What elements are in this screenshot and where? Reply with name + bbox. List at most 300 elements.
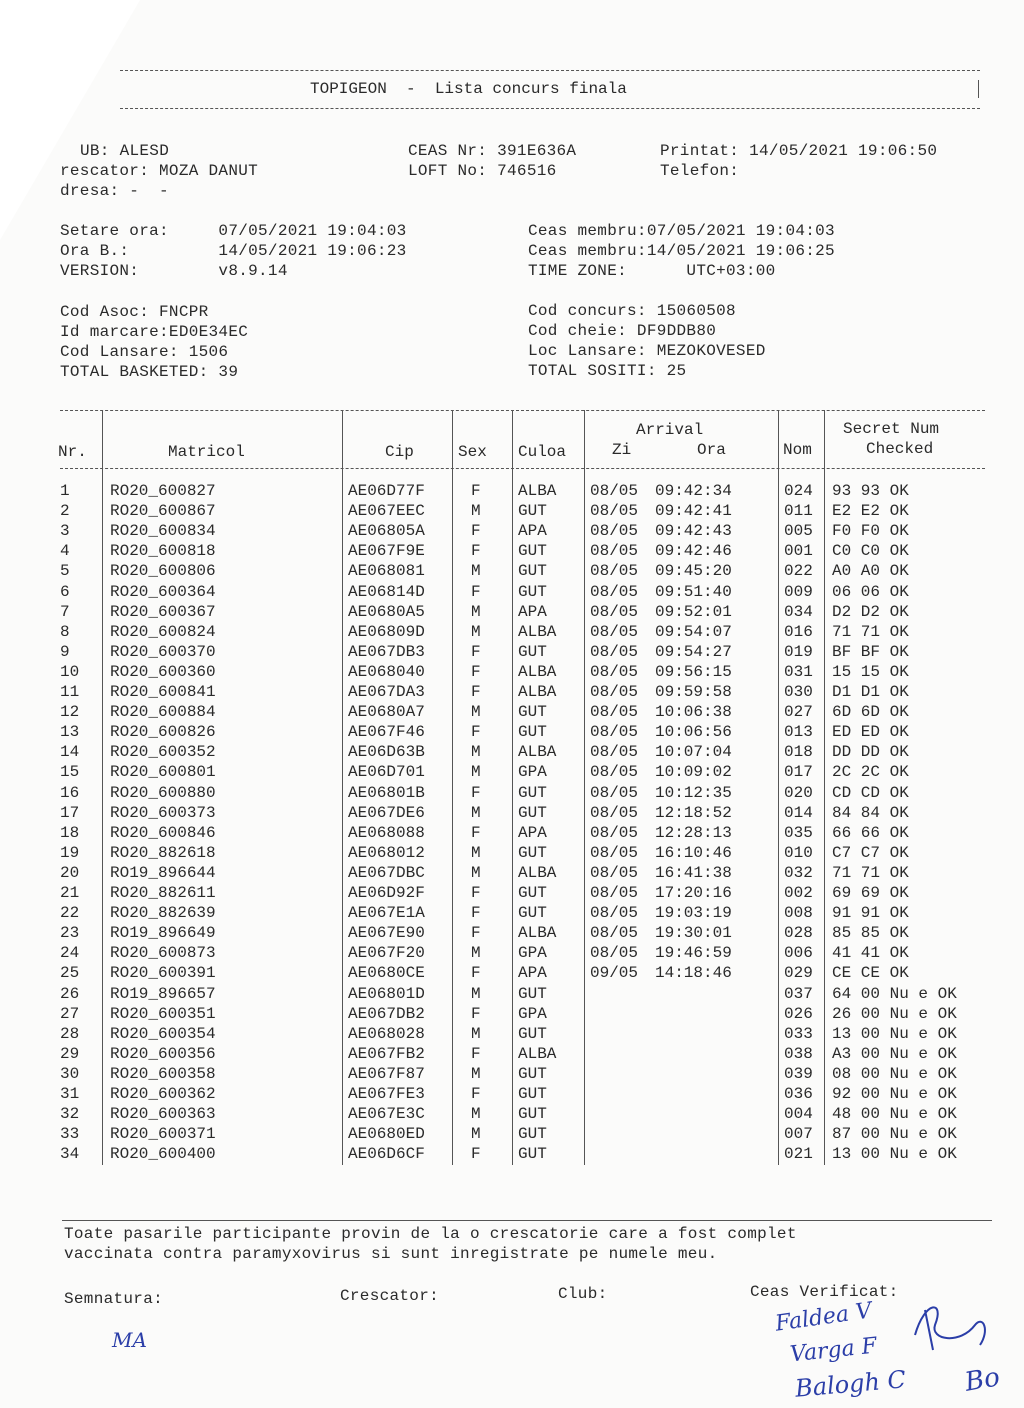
cell-cip: AE06D77F bbox=[348, 482, 425, 500]
cell-secret: 13 00 Nu e OK bbox=[832, 1024, 957, 1043]
cell-secret: 71 71 OK bbox=[832, 622, 909, 641]
cell-nr: 20 bbox=[60, 863, 80, 882]
cell-matricol: RO20_600841 bbox=[110, 683, 216, 701]
footer-rule bbox=[62, 1220, 992, 1221]
cell-ora: 09:42:43 bbox=[655, 522, 732, 541]
cell-ora: 14:18:46 bbox=[655, 964, 732, 983]
cell-cip: AE067F87 bbox=[348, 1064, 425, 1083]
cell-sex: F bbox=[471, 823, 481, 842]
cell-nom: 035 bbox=[784, 823, 813, 842]
cell-secret: 71 71 OK bbox=[832, 863, 909, 882]
col-sex: Sex bbox=[458, 443, 487, 461]
cell-nom: 024 bbox=[784, 482, 813, 500]
table-row bbox=[0, 683, 1024, 703]
cell-zi: 08/05 bbox=[590, 783, 639, 802]
cell-culoa: GUT bbox=[518, 884, 547, 902]
cell-zi: 08/05 bbox=[590, 823, 639, 842]
cell-ora: 09:42:46 bbox=[655, 542, 732, 561]
signature-verifier-3: Balogh C bbox=[793, 1365, 907, 1403]
col-cip: Cip bbox=[385, 443, 414, 461]
cell-culoa: ALBA bbox=[518, 482, 557, 500]
cell-culoa: ALBA bbox=[518, 924, 557, 943]
cell-zi: 08/05 bbox=[590, 843, 639, 862]
adresa-line: dresa: - - bbox=[60, 182, 169, 200]
cell-matricol: RO20_600363 bbox=[110, 1105, 216, 1124]
version: VERSION: v8.9.14 bbox=[60, 262, 288, 280]
cell-sex: M bbox=[471, 743, 481, 762]
cell-secret: CD CD OK bbox=[832, 783, 909, 802]
cell-nom: 033 bbox=[784, 1024, 813, 1043]
cell-cip: AE06805A bbox=[348, 522, 425, 541]
table-row bbox=[0, 1065, 1024, 1085]
cell-culoa: GUT bbox=[518, 562, 547, 581]
table-row bbox=[0, 482, 1024, 502]
cell-cip: AE067DE6 bbox=[348, 803, 425, 822]
cell-ora: 19:30:01 bbox=[655, 924, 732, 943]
cell-secret: 2C 2C OK bbox=[832, 763, 909, 782]
cell-sex: M bbox=[471, 803, 481, 822]
cell-ora: 09:54:07 bbox=[655, 622, 732, 641]
cell-nr: 19 bbox=[60, 843, 80, 862]
cell-cip: AE0680ED bbox=[348, 1125, 425, 1144]
cell-nom: 034 bbox=[784, 602, 813, 621]
cell-zi: 08/05 bbox=[590, 482, 639, 500]
cell-nr: 5 bbox=[60, 562, 70, 581]
cell-matricol: RO20_600846 bbox=[110, 823, 216, 842]
cell-nr: 16 bbox=[60, 783, 80, 802]
cell-nr: 22 bbox=[60, 904, 80, 923]
cell-matricol: RO20_600354 bbox=[110, 1024, 216, 1043]
cell-zi: 08/05 bbox=[590, 683, 639, 701]
cell-secret: CE CE OK bbox=[832, 964, 909, 983]
cell-sex: F bbox=[471, 924, 481, 943]
cell-nom: 010 bbox=[784, 843, 813, 862]
cell-nom: 039 bbox=[784, 1064, 813, 1083]
cell-nr: 11 bbox=[60, 683, 80, 701]
cell-secret: A3 00 Nu e OK bbox=[832, 1044, 957, 1063]
cell-cip: AE067E3C bbox=[348, 1105, 425, 1124]
ceas-verificat-label: Ceas Verificat: bbox=[750, 1283, 899, 1301]
cell-matricol: RO20_600370 bbox=[110, 642, 216, 661]
cell-zi: 08/05 bbox=[590, 662, 639, 681]
cell-secret: ED ED OK bbox=[832, 723, 909, 742]
cell-sex: F bbox=[471, 1044, 481, 1063]
col-nr: Nr. bbox=[58, 443, 87, 461]
cell-matricol: RO20_600356 bbox=[110, 1044, 216, 1063]
cell-nr: 17 bbox=[60, 803, 80, 822]
cell-zi: 08/05 bbox=[590, 542, 639, 561]
cell-matricol: RO20_882611 bbox=[110, 884, 216, 902]
cell-zi: 08/05 bbox=[590, 863, 639, 882]
table-row bbox=[0, 643, 1024, 663]
folded-corner bbox=[0, 0, 140, 240]
cell-matricol: RO20_600400 bbox=[110, 1145, 216, 1164]
cell-cip: AE067F9E bbox=[348, 542, 425, 561]
cell-sex: F bbox=[471, 964, 481, 983]
cell-nom: 006 bbox=[784, 944, 813, 963]
cell-sex: F bbox=[471, 783, 481, 802]
cell-zi: 08/05 bbox=[590, 944, 639, 963]
cell-culoa: GUT bbox=[518, 1024, 547, 1043]
telefon: Telefon: bbox=[660, 162, 740, 180]
cell-secret: A0 A0 OK bbox=[832, 562, 909, 581]
cell-cip: AE067FE3 bbox=[348, 1085, 425, 1103]
cell-secret: 08 00 Nu e OK bbox=[832, 1064, 957, 1083]
col-culoa: Culoa bbox=[518, 443, 567, 461]
cell-sex: F bbox=[471, 482, 481, 500]
statement-line-1: Toate pasarile participante provin de la o crescatorie care a fost complet bbox=[64, 1225, 797, 1243]
cell-zi: 08/05 bbox=[590, 582, 639, 601]
cell-cip: AE0680A5 bbox=[348, 602, 425, 621]
cell-culoa: GUT bbox=[518, 1064, 547, 1083]
cell-sex: M bbox=[471, 763, 481, 782]
cell-zi: 08/05 bbox=[590, 522, 639, 541]
cell-secret: 91 91 OK bbox=[832, 904, 909, 923]
cell-nr: 27 bbox=[60, 1004, 80, 1023]
cell-zi: 08/05 bbox=[590, 924, 639, 943]
cell-nr: 23 bbox=[60, 924, 80, 943]
cell-cip: AE068028 bbox=[348, 1024, 425, 1043]
setare-ora: Setare ora: 07/05/2021 19:04:03 bbox=[60, 222, 407, 240]
cell-nom: 032 bbox=[784, 863, 813, 882]
club-label: Club: bbox=[558, 1285, 608, 1303]
cell-secret: 6D 6D OK bbox=[832, 703, 909, 722]
id-marcare: Id marcare:ED0E34EC bbox=[60, 323, 249, 341]
cell-matricol: RO20_600362 bbox=[110, 1085, 216, 1103]
table-row bbox=[0, 1045, 1024, 1065]
table-row bbox=[0, 1125, 1024, 1145]
cell-zi: 08/05 bbox=[590, 703, 639, 722]
table-row bbox=[0, 603, 1024, 623]
cell-nom: 018 bbox=[784, 743, 813, 762]
cell-nr: 33 bbox=[60, 1125, 80, 1144]
cell-cip: AE06809D bbox=[348, 622, 425, 641]
cell-sex: F bbox=[471, 542, 481, 561]
table-row bbox=[0, 924, 1024, 944]
cell-sex: F bbox=[471, 1145, 481, 1164]
cell-matricol: RO20_600880 bbox=[110, 783, 216, 802]
cell-secret: 48 00 Nu e OK bbox=[832, 1105, 957, 1124]
cell-cip: AE067F46 bbox=[348, 723, 425, 742]
ceas-nr: CEAS Nr: 391E636A bbox=[408, 142, 577, 160]
table-row bbox=[0, 623, 1024, 643]
cell-culoa: ALBA bbox=[518, 743, 557, 762]
cell-matricol: RO20_600884 bbox=[110, 703, 216, 722]
cell-sex: F bbox=[471, 662, 481, 681]
table-row bbox=[0, 985, 1024, 1005]
loc-lansare: Loc Lansare: MEZOKOVESED bbox=[528, 342, 766, 360]
cell-sex: M bbox=[471, 1064, 481, 1083]
cell-culoa: GUT bbox=[518, 1105, 547, 1124]
cell-cip: AE068081 bbox=[348, 562, 425, 581]
cell-nom: 008 bbox=[784, 904, 813, 923]
cell-zi: 09/05 bbox=[590, 964, 639, 983]
signature-verifier-1: Faldea V bbox=[773, 1298, 874, 1337]
cell-cip: AE067E90 bbox=[348, 924, 425, 943]
cell-matricol: RO20_882639 bbox=[110, 904, 216, 923]
cell-culoa: GPA bbox=[518, 944, 547, 963]
cell-nom: 009 bbox=[784, 582, 813, 601]
cell-nom: 011 bbox=[784, 502, 813, 521]
cell-sex: M bbox=[471, 1024, 481, 1043]
col-arrival: Arrival bbox=[636, 421, 704, 439]
cell-nr: 4 bbox=[60, 542, 70, 561]
cell-secret: 69 69 OK bbox=[832, 884, 909, 902]
cell-zi: 08/05 bbox=[590, 642, 639, 661]
cell-matricol: RO20_600873 bbox=[110, 944, 216, 963]
table-row bbox=[0, 1025, 1024, 1045]
cell-matricol: RO19_896657 bbox=[110, 984, 216, 1003]
cell-cip: AE068088 bbox=[348, 823, 425, 842]
cell-ora: 09:42:34 bbox=[655, 482, 732, 500]
cell-secret: 66 66 OK bbox=[832, 823, 909, 842]
cell-matricol: RO19_896649 bbox=[110, 924, 216, 943]
cell-nr: 13 bbox=[60, 723, 80, 742]
cell-sex: F bbox=[471, 723, 481, 742]
cell-ora: 09:56:15 bbox=[655, 662, 732, 681]
cell-cip: AE067EEC bbox=[348, 502, 425, 521]
cell-secret: D2 D2 OK bbox=[832, 602, 909, 621]
printat: Printat: 14/05/2021 19:06:50 bbox=[660, 142, 938, 160]
cell-ora: 09:52:01 bbox=[655, 602, 732, 621]
cell-secret: 13 00 Nu e OK bbox=[832, 1145, 957, 1164]
cell-nr: 31 bbox=[60, 1085, 80, 1103]
table-row bbox=[0, 522, 1024, 542]
cell-ora: 10:07:04 bbox=[655, 743, 732, 762]
cell-secret: C0 C0 OK bbox=[832, 542, 909, 561]
cell-nom: 026 bbox=[784, 1004, 813, 1023]
cell-culoa: GPA bbox=[518, 763, 547, 782]
table-row bbox=[0, 864, 1024, 884]
cell-nom: 027 bbox=[784, 703, 813, 722]
table-row bbox=[0, 743, 1024, 763]
cell-nom: 031 bbox=[784, 662, 813, 681]
table-rule-header bbox=[60, 468, 985, 469]
title-border-bottom bbox=[120, 108, 980, 109]
cell-nr: 2 bbox=[60, 502, 70, 521]
cell-culoa: ALBA bbox=[518, 683, 557, 701]
cell-culoa: GUT bbox=[518, 703, 547, 722]
cell-zi: 08/05 bbox=[590, 602, 639, 621]
cell-culoa: ALBA bbox=[518, 622, 557, 641]
cod-concurs: Cod concurs: 15060508 bbox=[528, 302, 736, 320]
cell-nr: 7 bbox=[60, 602, 70, 621]
cell-cip: AE067FB2 bbox=[348, 1044, 425, 1063]
cell-secret: 64 00 Nu e OK bbox=[832, 984, 957, 1003]
cell-nr: 32 bbox=[60, 1105, 80, 1124]
cell-nom: 019 bbox=[784, 642, 813, 661]
cell-culoa: GUT bbox=[518, 723, 547, 742]
cell-cip: AE06D6CF bbox=[348, 1145, 425, 1164]
cell-culoa: GUT bbox=[518, 1145, 547, 1164]
cell-matricol: RO20_600834 bbox=[110, 522, 216, 541]
cod-lansare: Cod Lansare: 1506 bbox=[60, 343, 229, 361]
cell-ora: 16:41:38 bbox=[655, 863, 732, 882]
cell-zi: 08/05 bbox=[590, 904, 639, 923]
cell-cip: AE0680A7 bbox=[348, 703, 425, 722]
cell-sex: F bbox=[471, 582, 481, 601]
cell-nom: 017 bbox=[784, 763, 813, 782]
cell-culoa: GUT bbox=[518, 1085, 547, 1103]
cell-sex: F bbox=[471, 683, 481, 701]
signature-verifier-4: Bo bbox=[962, 1362, 1003, 1398]
cell-nr: 15 bbox=[60, 763, 80, 782]
cell-cip: AE0680CE bbox=[348, 964, 425, 983]
col-secret: Secret Num bbox=[843, 420, 940, 438]
cell-sex: M bbox=[471, 1105, 481, 1124]
cell-zi: 08/05 bbox=[590, 743, 639, 762]
cell-nom: 021 bbox=[784, 1145, 813, 1164]
cell-culoa: ALBA bbox=[518, 662, 557, 681]
cell-secret: 93 93 OK bbox=[832, 482, 909, 500]
cell-sex: M bbox=[471, 703, 481, 722]
cell-ora: 09:42:41 bbox=[655, 502, 732, 521]
cell-ora: 16:10:46 bbox=[655, 843, 732, 862]
cell-nom: 038 bbox=[784, 1044, 813, 1063]
cell-ora: 17:20:16 bbox=[655, 884, 732, 902]
cell-sex: F bbox=[471, 1085, 481, 1103]
cell-sex: M bbox=[471, 562, 481, 581]
col-checked: Checked bbox=[866, 440, 934, 458]
table-row bbox=[0, 763, 1024, 783]
table-row bbox=[0, 703, 1024, 723]
cell-nom: 020 bbox=[784, 783, 813, 802]
table-row bbox=[0, 723, 1024, 743]
cell-sex: M bbox=[471, 843, 481, 862]
cell-cip: AE067DA3 bbox=[348, 683, 425, 701]
cell-secret: 15 15 OK bbox=[832, 662, 909, 681]
cell-matricol: RO20_600827 bbox=[110, 482, 216, 500]
title-border-top bbox=[120, 70, 980, 71]
cell-zi: 08/05 bbox=[590, 763, 639, 782]
total-basketed: TOTAL BASKETED: 39 bbox=[60, 363, 239, 381]
cell-secret: 92 00 Nu e OK bbox=[832, 1085, 957, 1103]
cod-asoc: Cod Asoc: FNCPR bbox=[60, 303, 209, 321]
cell-cip: AE067F20 bbox=[348, 944, 425, 963]
signature-crescator: MA bbox=[112, 1328, 147, 1352]
ora-b: Ora B.: 14/05/2021 19:06:23 bbox=[60, 242, 407, 260]
table-row bbox=[0, 804, 1024, 824]
cell-ora: 09:54:27 bbox=[655, 642, 732, 661]
cell-matricol: RO20_600351 bbox=[110, 1004, 216, 1023]
table-row bbox=[0, 1005, 1024, 1025]
cell-ora: 10:06:56 bbox=[655, 723, 732, 742]
cell-secret: F0 F0 OK bbox=[832, 522, 909, 541]
loft-no: LOFT No: 746516 bbox=[408, 162, 557, 180]
cell-nom: 002 bbox=[784, 884, 813, 902]
cell-cip: AE06D92F bbox=[348, 884, 425, 902]
cell-culoa: GUT bbox=[518, 783, 547, 802]
cell-sex: M bbox=[471, 984, 481, 1003]
signature-scribble bbox=[905, 1290, 995, 1360]
cell-secret: E2 E2 OK bbox=[832, 502, 909, 521]
title-border-right bbox=[978, 80, 979, 98]
cell-matricol: RO20_600371 bbox=[110, 1125, 216, 1144]
cell-matricol: RO20_600364 bbox=[110, 582, 216, 601]
cell-culoa: GUT bbox=[518, 984, 547, 1003]
cell-matricol: RO20_600352 bbox=[110, 743, 216, 762]
cell-nr: 12 bbox=[60, 703, 80, 722]
cell-secret: BF BF OK bbox=[832, 642, 909, 661]
cell-ora: 09:45:20 bbox=[655, 562, 732, 581]
cell-nr: 8 bbox=[60, 622, 70, 641]
cell-matricol: RO20_600373 bbox=[110, 803, 216, 822]
cell-culoa: GUT bbox=[518, 642, 547, 661]
cell-nom: 022 bbox=[784, 562, 813, 581]
col-zi: Zi bbox=[612, 441, 632, 459]
table-row bbox=[0, 844, 1024, 864]
cell-secret: D1 D1 OK bbox=[832, 683, 909, 701]
cell-culoa: GUT bbox=[518, 803, 547, 822]
cell-culoa: GUT bbox=[518, 843, 547, 862]
cell-nom: 016 bbox=[784, 622, 813, 641]
cell-secret: 87 00 Nu e OK bbox=[832, 1125, 957, 1144]
crescator-line: rescator: MOZA DANUT bbox=[60, 162, 259, 180]
cell-cip: AE06D701 bbox=[348, 763, 425, 782]
cell-culoa: GUT bbox=[518, 542, 547, 561]
cell-nr: 6 bbox=[60, 582, 70, 601]
cell-cip: AE067DBC bbox=[348, 863, 425, 882]
cell-nr: 3 bbox=[60, 522, 70, 541]
cell-matricol: RO20_600367 bbox=[110, 602, 216, 621]
cell-zi: 08/05 bbox=[590, 884, 639, 902]
cell-sex: M bbox=[471, 863, 481, 882]
cell-nr: 28 bbox=[60, 1024, 80, 1043]
club-line: UB: ALESD bbox=[80, 142, 170, 160]
table-row bbox=[0, 824, 1024, 844]
cod-cheie: Cod cheie: DF9DDB80 bbox=[528, 322, 717, 340]
table-row bbox=[0, 904, 1024, 924]
cell-sex: M bbox=[471, 622, 481, 641]
cell-secret: 84 84 OK bbox=[832, 803, 909, 822]
cell-ora: 10:12:35 bbox=[655, 783, 732, 802]
cell-zi: 08/05 bbox=[590, 622, 639, 641]
cell-sex: M bbox=[471, 1125, 481, 1144]
cell-nom: 029 bbox=[784, 964, 813, 983]
cell-matricol: RO20_600826 bbox=[110, 723, 216, 742]
cell-cip: AE068012 bbox=[348, 843, 425, 862]
cell-cip: AE06D63B bbox=[348, 743, 425, 762]
cell-nr: 1 bbox=[60, 482, 70, 500]
cell-matricol: RO20_600358 bbox=[110, 1064, 216, 1083]
cell-nom: 028 bbox=[784, 924, 813, 943]
cell-nom: 004 bbox=[784, 1105, 813, 1124]
cell-matricol: RO20_600824 bbox=[110, 622, 216, 641]
cell-cip: AE06801B bbox=[348, 783, 425, 802]
cell-secret: 85 85 OK bbox=[832, 924, 909, 943]
cell-matricol: RO20_600818 bbox=[110, 542, 216, 561]
table-row bbox=[0, 1145, 1024, 1165]
cell-matricol: RO19_896644 bbox=[110, 863, 216, 882]
table-row bbox=[0, 583, 1024, 603]
cell-matricol: RO20_882618 bbox=[110, 843, 216, 862]
cell-cip: AE068040 bbox=[348, 662, 425, 681]
cell-cip: AE06814D bbox=[348, 582, 425, 601]
cell-culoa: APA bbox=[518, 823, 547, 842]
col-matricol: Matricol bbox=[168, 443, 245, 461]
cell-culoa: GPA bbox=[518, 1004, 547, 1023]
ceas-membru-2: Ceas membru:14/05/2021 19:06:25 bbox=[528, 242, 835, 260]
cell-nr: 26 bbox=[60, 984, 80, 1003]
cell-culoa: GUT bbox=[518, 904, 547, 923]
semnatura-label: Semnatura: bbox=[64, 1290, 164, 1308]
table-row bbox=[0, 663, 1024, 683]
cell-secret: DD DD OK bbox=[832, 743, 909, 762]
table-row bbox=[0, 1105, 1024, 1125]
cell-sex: F bbox=[471, 904, 481, 923]
cell-culoa: APA bbox=[518, 602, 547, 621]
cell-sex: F bbox=[471, 884, 481, 902]
